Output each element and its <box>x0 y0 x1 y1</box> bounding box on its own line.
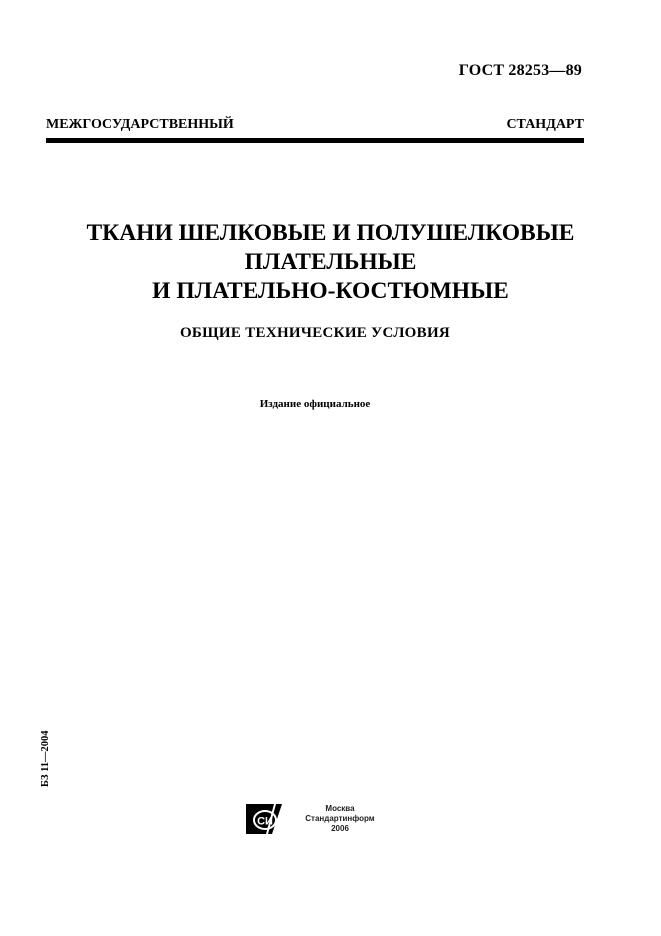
title-line-3: И ПЛАТЕЛЬНО-КОСТЮМНЫЕ <box>152 278 509 304</box>
header-rule <box>46 138 584 143</box>
publisher-name: Стандартинформ <box>305 814 375 823</box>
publisher-block <box>246 804 380 834</box>
publisher-text <box>300 804 380 834</box>
edition-note: Издание официальное <box>259 398 371 410</box>
standard-type-heading <box>46 117 584 133</box>
document-title <box>0 219 661 306</box>
publisher-logo-icon <box>246 804 288 834</box>
title-line-2: ПЛАТЕЛЬНЫЕ <box>244 249 417 275</box>
document-number: ГОСТ 28253—89 <box>458 62 582 79</box>
standard-type-word-2: СТАНДАРТ <box>506 117 584 132</box>
publisher-logo-text: СИ <box>257 815 273 828</box>
standard-type-word-1: МЕЖГОСУДАРСТВЕННЫЙ <box>46 117 234 132</box>
publisher-city: Москва <box>325 804 355 813</box>
title-line-1: ТКАНИ ШЕЛКОВЫЕ И ПОЛУШЕЛКОВЫЕ <box>86 220 575 246</box>
side-code: БЗ 11—2004 <box>40 730 51 787</box>
document-subtitle: ОБЩИЕ ТЕХНИЧЕСКИЕ УСЛОВИЯ <box>179 325 451 341</box>
publisher-year: 2006 <box>331 824 349 833</box>
